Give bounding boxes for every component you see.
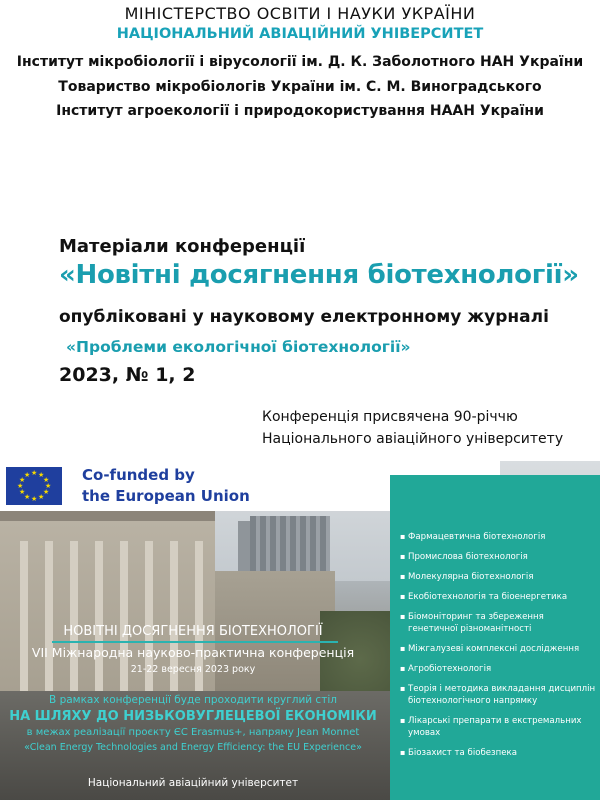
list-item: ▪ Агробіотехнологія [400, 663, 596, 675]
list-item: ▪ Молекулярна біотехнологія [400, 571, 596, 583]
roundtable-intro: В рамках конференції буде проходити круглий стіл [49, 694, 337, 706]
list-item: ▪ Фармацевтична біотехнологія [400, 531, 596, 543]
institute-microbiology: Інститут мікробіології і вірусології ім. Д. К. Заболотного НАН України [16, 54, 584, 70]
list-item: ▪ Біозахист та біобезпека [400, 747, 596, 759]
university-title: НАЦІОНАЛЬНИЙ АВІАЦІЙНИЙ УНІВЕРСИТЕТ [116, 26, 484, 42]
conference-info [0, 619, 386, 800]
dedication-line-2: Національного авіаційного університету [262, 431, 564, 447]
eu-cofunded-line-1: Co-funded by [82, 466, 195, 484]
microbiologists-society: Товариство мікробіологів України ім. С. М. Виноградського [58, 79, 542, 95]
list-item: ▪ Теорія і методика викладання дисциплін біотехнологічного напрямку [400, 683, 596, 707]
eu-cofunded-line-2: the European Union [82, 487, 250, 505]
roundtable-title: НА ШЛЯХУ ДО НИЗЬКОВУГЛЕЦЕВОЇ ЕКОНОМІКИ [9, 709, 377, 724]
materials-heading: Матеріали конференції [59, 236, 306, 257]
published-line: опубліковані у науковому електронному журналі [59, 307, 549, 327]
eu-flag-icon: ★ ★ ★ ★ ★ ★ ★ ★ ★ ★ ★ ★ [6, 467, 62, 505]
ministry-title: МІНІСТЕРСТВО ОСВІТИ І НАУКИ УКРАЇНИ [124, 4, 476, 23]
conference-banner [0, 461, 600, 800]
project-line: в межах реалізації проєкту ЄС Erasmus+, напряму Jean Monnet [26, 727, 360, 738]
banner-conference-subtitle: VII Міжнародна науково-практична конференція [31, 645, 355, 660]
conference-title: «Новітні досягнення біотехнології» [59, 260, 579, 290]
list-item: ▪ Лікарські препарати в екстремальних умовах [400, 715, 596, 739]
list-item: ▪ Екобіотехнологія та біоенергетика [400, 591, 596, 603]
list-item: ▪ Міжгалузеві комплексні дослідження [400, 643, 596, 655]
journal-issue: 2023, № 1, 2 [59, 364, 196, 386]
dedication-line-1: Конференція присвячена 90-річчю [262, 409, 518, 425]
project-title: «Clean Energy Technologies and Energy Efficiency: the EU Experience» [24, 742, 362, 753]
list-item: ▪ Біомоніторинг та збереження генетичної різноманітності [400, 611, 596, 635]
journal-title: «Проблеми екологічної біотехнології» [66, 338, 411, 356]
banner-conference-title: НОВІТНІ ДОСЯГНЕННЯ БІОТЕХНОЛОГІЇ [63, 624, 323, 639]
university-footer: Національний авіаційний університет [87, 777, 299, 789]
list-item: ▪ Промислова біотехнологія [400, 551, 596, 563]
conference-date: 21-22 вересня 2023 року [130, 664, 256, 675]
divider [52, 641, 338, 643]
topics-list [400, 531, 596, 767]
institute-agroecology: Інститут агроекології і природокористування НААН України [56, 103, 544, 119]
